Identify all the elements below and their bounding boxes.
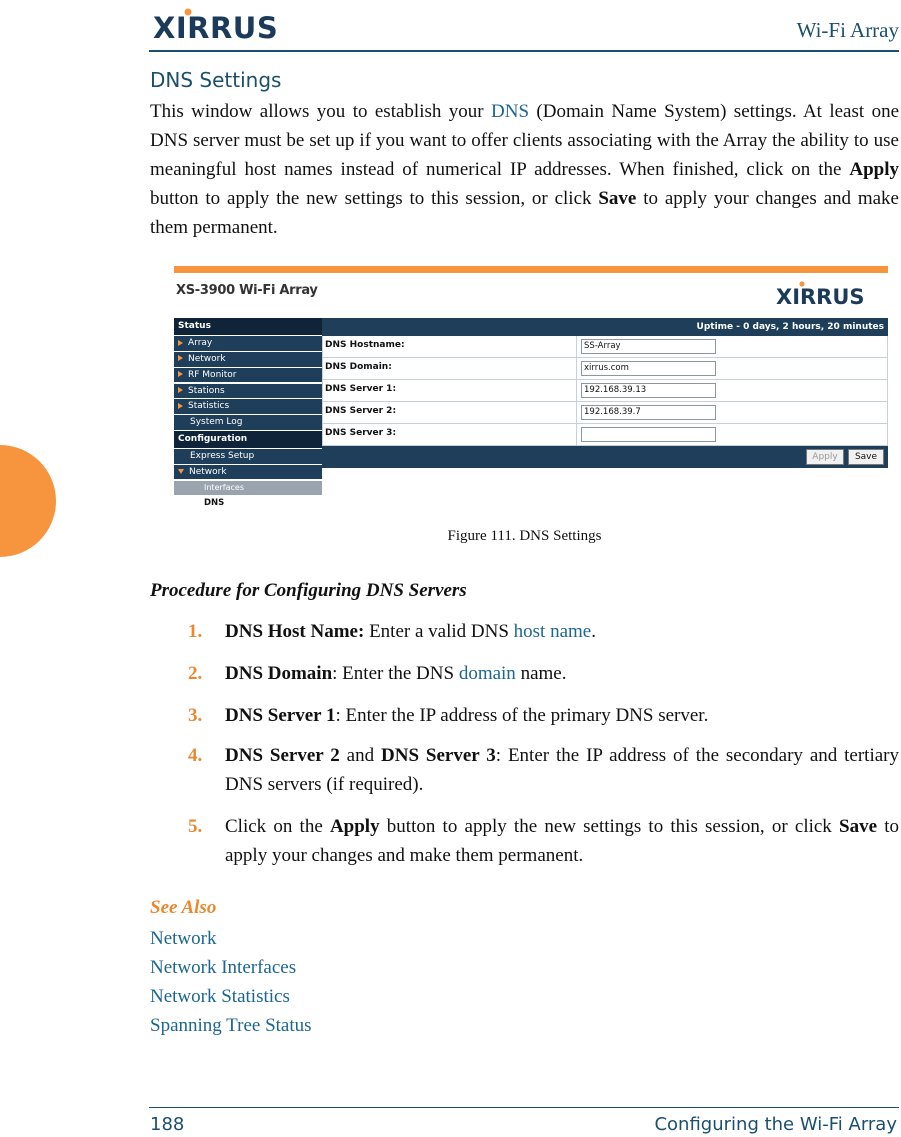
- procedure-step: [188, 617, 899, 646]
- xirrus-logo: [152, 7, 302, 41]
- see-also-link-network-statistics[interactable]: Network Statistics: [150, 986, 290, 1007]
- procedure-title: Procedure for Configuring DNS Servers: [150, 580, 467, 601]
- step-text: Click on the Apply button to apply the new settings to this session, or click Save to apply your changes and make them permanent.: [225, 816, 899, 866]
- field-label: DNS Server 2:: [325, 406, 397, 416]
- dns-domain-input[interactable]: xirrus.com: [581, 361, 716, 376]
- xirrus-mini-logo: [776, 280, 886, 306]
- sidebar-item-dns[interactable]: DNS: [174, 496, 322, 511]
- header-divider: [149, 50, 899, 52]
- collapse-arrow-icon: [178, 469, 184, 474]
- step-number: 1.: [188, 621, 203, 642]
- dns-server-3-row: [322, 424, 888, 446]
- expand-arrow-icon: [178, 387, 183, 393]
- procedure-step: [188, 812, 899, 870]
- sidebar-item-stations[interactable]: Stations: [174, 384, 322, 399]
- procedure-step: [188, 701, 899, 730]
- step-text: DNS Domain: Enter the DNS domain name.: [225, 663, 567, 684]
- app-title: XS-3900 Wi-Fi Array: [176, 283, 318, 298]
- step-number: 3.: [188, 705, 203, 726]
- divider: [576, 336, 577, 357]
- save-button[interactable]: Save: [848, 449, 884, 465]
- divider: [576, 402, 577, 423]
- procedure-step: [188, 659, 899, 688]
- sidebar: [174, 318, 322, 512]
- sidebar-item-array[interactable]: Array: [174, 336, 322, 351]
- sidebar-item-system-log[interactable]: System Log: [174, 415, 322, 430]
- divider: [576, 358, 577, 379]
- dns-form: [322, 318, 888, 468]
- footer-chapter: Configuring the Wi-Fi Array: [654, 1114, 897, 1135]
- intro-paragraph: This window allows you to establish your DNS (Domain Name System) settings. At least one DNS server must be set up if you want to offer clients associating with the Array the ability to use meaningful host names instead of numerical IP addresses. When finished, click on the Apply button to apply the new settings to this session, or click Save to apply your changes and make them permanent.: [150, 101, 899, 238]
- figure-caption: Figure 111. DNS Settings: [447, 528, 602, 544]
- field-label: DNS Server 3:: [325, 428, 397, 438]
- divider: [576, 424, 577, 445]
- dns-hostname-row: [322, 336, 888, 358]
- dns-server-2-row: [322, 402, 888, 424]
- sidebar-item-network-config[interactable]: Network: [174, 465, 322, 480]
- step-number: 4.: [188, 745, 203, 766]
- host-name-link[interactable]: host name: [513, 621, 592, 642]
- expand-arrow-icon: [178, 355, 183, 361]
- dns-server-1-input[interactable]: 192.168.39.13: [581, 383, 716, 398]
- step-text: DNS Server 1: Enter the IP address of the primary DNS server.: [225, 705, 709, 726]
- header-title: Wi-Fi Array: [796, 18, 899, 42]
- svg-text:XIRRUS: XIRRUS: [776, 285, 865, 306]
- screenshot-top-bar: [174, 266, 888, 273]
- dns-settings-screenshot: [174, 266, 888, 512]
- section-title: DNS Settings: [150, 68, 282, 92]
- field-label: DNS Hostname:: [325, 340, 405, 350]
- sidebar-item-network[interactable]: Network: [174, 352, 322, 367]
- field-label: DNS Domain:: [325, 362, 392, 372]
- apply-button[interactable]: Apply: [806, 449, 844, 465]
- sidebar-item-statistics[interactable]: Statistics: [174, 399, 322, 414]
- uptime-bar: Uptime - 0 days, 2 hours, 20 minutes: [322, 318, 888, 336]
- dns-server-2-input[interactable]: 192.168.39.7: [581, 405, 716, 420]
- step-text: DNS Server 2 and DNS Server 3: Enter the IP address of the secondary and tertiary DNS servers (if required).: [225, 745, 900, 795]
- sidebar-status-header[interactable]: Status: [174, 318, 322, 335]
- expand-arrow-icon: [178, 340, 183, 346]
- sidebar-item-express-setup[interactable]: Express Setup: [174, 449, 322, 464]
- dns-server-3-input[interactable]: [581, 427, 716, 442]
- see-also-link-network[interactable]: Network: [150, 928, 217, 949]
- step-number: 2.: [188, 663, 203, 684]
- sidebar-item-rf-monitor[interactable]: RF Monitor: [174, 368, 322, 383]
- divider: [576, 380, 577, 401]
- footer-divider: [149, 1107, 899, 1108]
- see-also-link-spanning-tree-status[interactable]: Spanning Tree Status: [150, 1015, 312, 1036]
- sidebar-item-interfaces[interactable]: Interfaces: [174, 481, 322, 496]
- see-also-link-network-interfaces[interactable]: Network Interfaces: [150, 957, 297, 978]
- expand-arrow-icon: [178, 371, 183, 377]
- dns-link[interactable]: DNS: [491, 101, 530, 122]
- step-number: 5.: [188, 816, 203, 837]
- step-text: DNS Host Name: Enter a valid DNS host name.: [225, 621, 596, 642]
- expand-arrow-icon: [178, 403, 183, 409]
- domain-link[interactable]: domain: [458, 663, 516, 684]
- logo-text: XIRRUS: [153, 11, 279, 41]
- dns-domain-row: [322, 358, 888, 380]
- sidebar-configuration-header[interactable]: Configuration: [174, 431, 322, 448]
- field-label: DNS Server 1:: [325, 384, 397, 394]
- see-also-title: See Also: [150, 897, 217, 918]
- procedure-step: [188, 741, 899, 799]
- page-number: 188: [150, 1114, 185, 1135]
- dns-hostname-input[interactable]: SS-Array: [581, 339, 716, 354]
- button-bar: [322, 446, 888, 468]
- dns-server-1-row: [322, 380, 888, 402]
